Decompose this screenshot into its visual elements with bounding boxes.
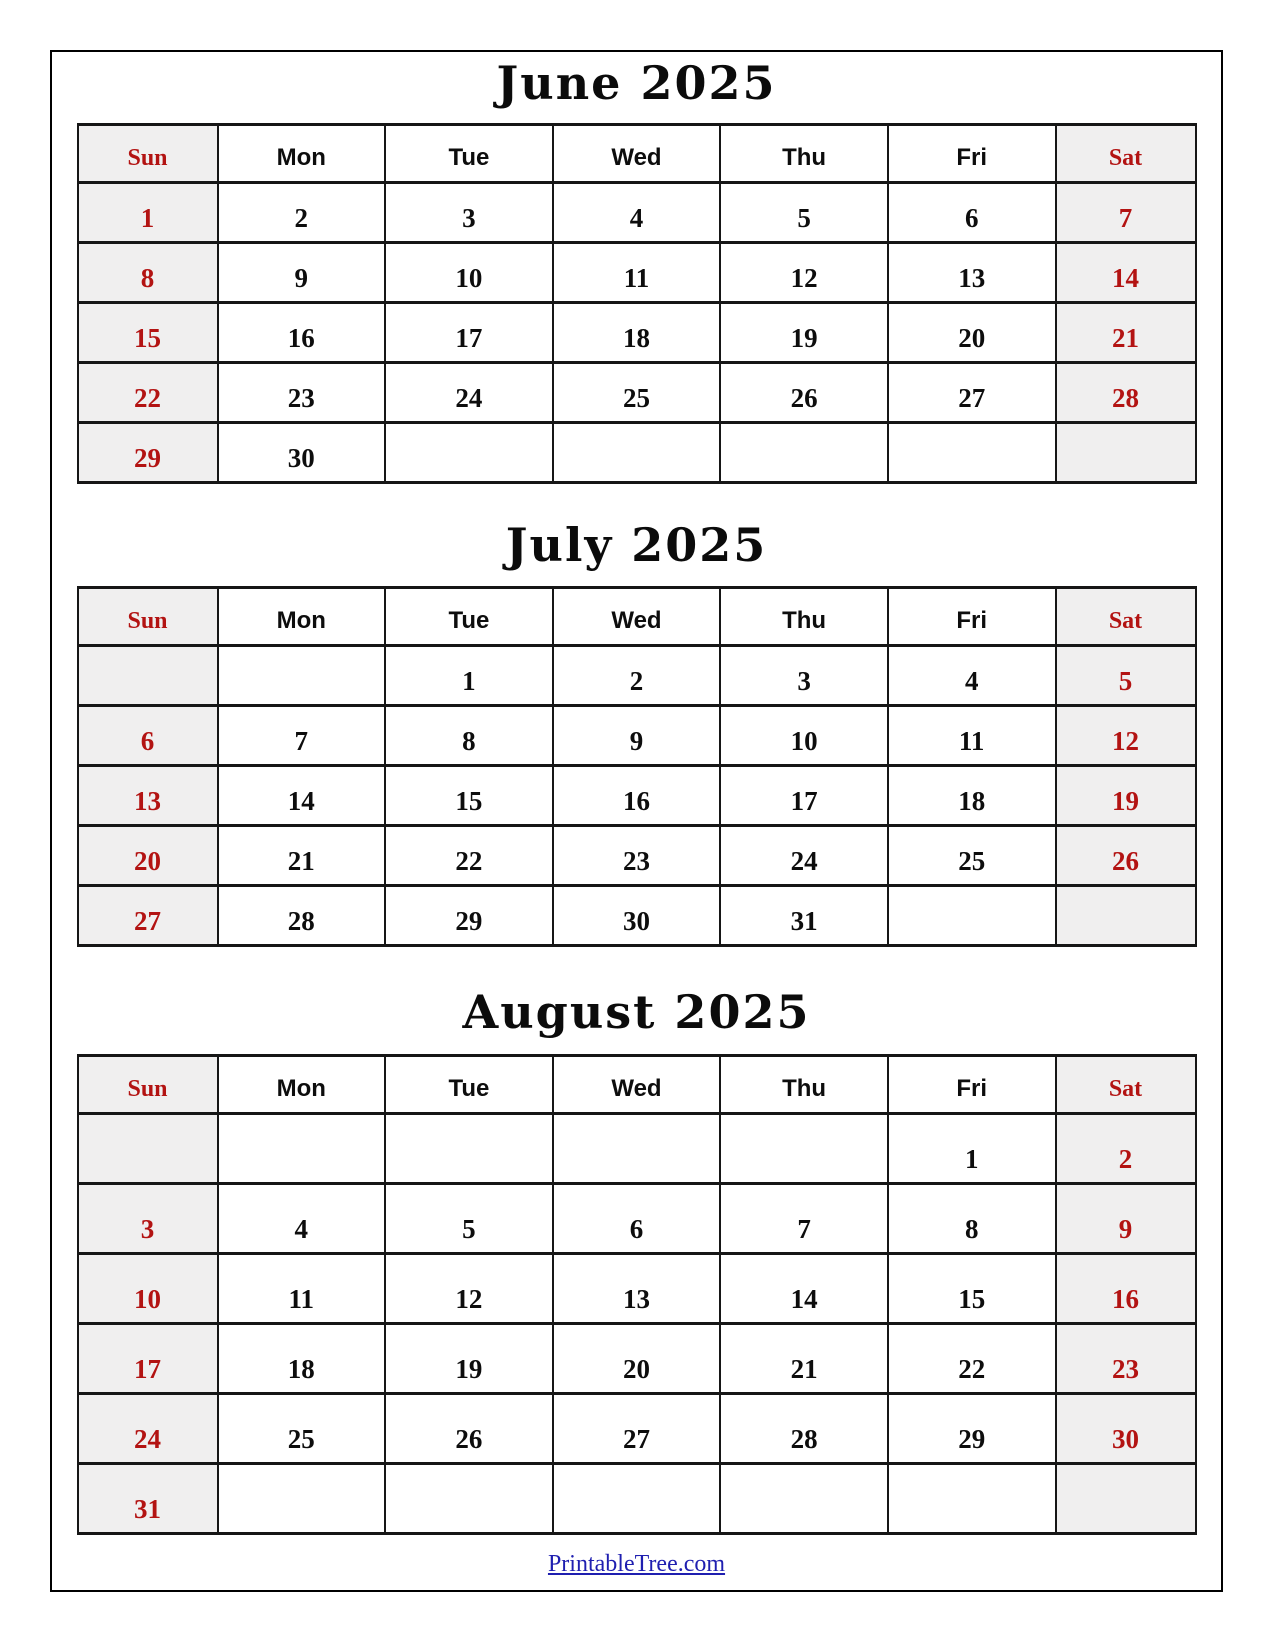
- july-day-11: 11: [888, 706, 1056, 766]
- july-day-3: 3: [720, 646, 888, 706]
- june-day-21: 21: [1056, 302, 1196, 362]
- calendar-table-june: [77, 123, 1197, 484]
- july-day-6: 6: [78, 706, 218, 766]
- july-day-28: 28: [218, 886, 386, 946]
- june-day-7: 7: [1056, 182, 1196, 242]
- june-day-13: 13: [888, 242, 1056, 302]
- weekday-header-fri: Fri: [888, 1055, 1056, 1113]
- june-day-8: 8: [78, 242, 218, 302]
- july-day-29: 29: [385, 886, 553, 946]
- calendar-table-august: [77, 1054, 1197, 1535]
- june-day-17: 17: [385, 302, 553, 362]
- august-day-1: 1: [888, 1113, 1056, 1183]
- august-day-27: 27: [553, 1393, 721, 1463]
- june-empty-cell: [385, 422, 553, 482]
- weekday-header-fri: Fri: [888, 588, 1056, 646]
- weekday-header-row: [78, 588, 1196, 646]
- weekday-header-tue: Tue: [385, 124, 553, 182]
- august-empty-cell: [78, 1113, 218, 1183]
- july-day-9: 9: [553, 706, 721, 766]
- month-section-august: [52, 947, 1221, 1535]
- june-day-30: 30: [218, 422, 386, 482]
- july-empty-cell: [218, 646, 386, 706]
- july-empty-cell: [78, 646, 218, 706]
- june-day-27: 27: [888, 362, 1056, 422]
- july-day-4: 4: [888, 646, 1056, 706]
- june-day-25: 25: [553, 362, 721, 422]
- august-empty-cell: [720, 1113, 888, 1183]
- august-week-row-1: [78, 1113, 1196, 1183]
- weekday-header-tue: Tue: [385, 588, 553, 646]
- july-week-row-3: [78, 766, 1196, 826]
- june-day-18: 18: [553, 302, 721, 362]
- august-empty-cell: [385, 1113, 553, 1183]
- august-day-19: 19: [385, 1323, 553, 1393]
- weekday-header-sat: Sat: [1056, 124, 1196, 182]
- july-week-row-4: [78, 826, 1196, 886]
- calendar-table-july: [77, 586, 1197, 947]
- footer: [52, 1535, 1221, 1578]
- june-day-4: 4: [553, 182, 721, 242]
- july-empty-cell: [1056, 886, 1196, 946]
- july-week-row-2: [78, 706, 1196, 766]
- july-day-12: 12: [1056, 706, 1196, 766]
- august-empty-cell: [553, 1113, 721, 1183]
- weekday-header-thu: Thu: [720, 124, 888, 182]
- june-day-19: 19: [720, 302, 888, 362]
- august-day-24: 24: [78, 1393, 218, 1463]
- august-day-12: 12: [385, 1253, 553, 1323]
- august-day-14: 14: [720, 1253, 888, 1323]
- june-day-2: 2: [218, 182, 386, 242]
- june-day-6: 6: [888, 182, 1056, 242]
- august-day-11: 11: [218, 1253, 386, 1323]
- june-empty-cell: [720, 422, 888, 482]
- august-day-16: 16: [1056, 1253, 1196, 1323]
- july-day-27: 27: [78, 886, 218, 946]
- august-day-31: 31: [78, 1463, 218, 1533]
- july-day-30: 30: [553, 886, 721, 946]
- august-day-8: 8: [888, 1183, 1056, 1253]
- july-day-14: 14: [218, 766, 386, 826]
- june-day-14: 14: [1056, 242, 1196, 302]
- august-day-25: 25: [218, 1393, 386, 1463]
- june-day-3: 3: [385, 182, 553, 242]
- july-day-10: 10: [720, 706, 888, 766]
- august-day-23: 23: [1056, 1323, 1196, 1393]
- august-week-row-2: [78, 1183, 1196, 1253]
- july-day-31: 31: [720, 886, 888, 946]
- august-empty-cell: [553, 1463, 721, 1533]
- june-empty-cell: [1056, 422, 1196, 482]
- august-day-7: 7: [720, 1183, 888, 1253]
- august-day-26: 26: [385, 1393, 553, 1463]
- june-day-9: 9: [218, 242, 386, 302]
- weekday-header-row: [78, 1055, 1196, 1113]
- july-day-7: 7: [218, 706, 386, 766]
- august-empty-cell: [385, 1463, 553, 1533]
- june-day-29: 29: [78, 422, 218, 482]
- august-week-row-4: [78, 1323, 1196, 1393]
- weekday-header-sun: Sun: [78, 124, 218, 182]
- june-day-15: 15: [78, 302, 218, 362]
- june-day-22: 22: [78, 362, 218, 422]
- june-day-1: 1: [78, 182, 218, 242]
- july-day-8: 8: [385, 706, 553, 766]
- june-day-23: 23: [218, 362, 386, 422]
- weekday-header-wed: Wed: [553, 588, 721, 646]
- june-day-20: 20: [888, 302, 1056, 362]
- august-empty-cell: [218, 1463, 386, 1533]
- july-day-18: 18: [888, 766, 1056, 826]
- august-week-row-6: [78, 1463, 1196, 1533]
- weekday-header-tue: Tue: [385, 1055, 553, 1113]
- august-empty-cell: [1056, 1463, 1196, 1533]
- august-day-29: 29: [888, 1393, 1056, 1463]
- june-day-28: 28: [1056, 362, 1196, 422]
- august-day-15: 15: [888, 1253, 1056, 1323]
- weekday-header-wed: Wed: [553, 1055, 721, 1113]
- weekday-header-thu: Thu: [720, 588, 888, 646]
- august-empty-cell: [720, 1463, 888, 1533]
- august-day-22: 22: [888, 1323, 1056, 1393]
- weekday-header-wed: Wed: [553, 124, 721, 182]
- july-week-row-5: [78, 886, 1196, 946]
- august-day-5: 5: [385, 1183, 553, 1253]
- june-day-24: 24: [385, 362, 553, 422]
- july-day-1: 1: [385, 646, 553, 706]
- weekday-header-sun: Sun: [78, 588, 218, 646]
- august-empty-cell: [218, 1113, 386, 1183]
- august-day-6: 6: [553, 1183, 721, 1253]
- august-day-13: 13: [553, 1253, 721, 1323]
- july-day-19: 19: [1056, 766, 1196, 826]
- july-day-24: 24: [720, 826, 888, 886]
- weekday-header-fri: Fri: [888, 124, 1056, 182]
- weekday-header-mon: Mon: [218, 588, 386, 646]
- july-day-20: 20: [78, 826, 218, 886]
- august-day-30: 30: [1056, 1393, 1196, 1463]
- june-empty-cell: [888, 422, 1056, 482]
- august-day-4: 4: [218, 1183, 386, 1253]
- month-section-july: [52, 484, 1221, 948]
- month-title-june: June 2025: [496, 56, 777, 110]
- july-day-13: 13: [78, 766, 218, 826]
- june-day-16: 16: [218, 302, 386, 362]
- page-frame: [50, 50, 1223, 1592]
- august-day-10: 10: [78, 1253, 218, 1323]
- month-title-august: August 2025: [462, 985, 811, 1040]
- june-empty-cell: [553, 422, 721, 482]
- august-week-row-5: [78, 1393, 1196, 1463]
- july-day-25: 25: [888, 826, 1056, 886]
- june-week-row-1: [78, 182, 1196, 242]
- august-day-21: 21: [720, 1323, 888, 1393]
- weekday-header-sun: Sun: [78, 1055, 218, 1113]
- weekday-header-mon: Mon: [218, 124, 386, 182]
- weekday-header-thu: Thu: [720, 1055, 888, 1113]
- june-day-26: 26: [720, 362, 888, 422]
- june-day-5: 5: [720, 182, 888, 242]
- july-day-17: 17: [720, 766, 888, 826]
- june-week-row-5: [78, 422, 1196, 482]
- august-day-3: 3: [78, 1183, 218, 1253]
- weekday-header-sat: Sat: [1056, 1055, 1196, 1113]
- july-day-15: 15: [385, 766, 553, 826]
- august-day-20: 20: [553, 1323, 721, 1393]
- august-empty-cell: [888, 1463, 1056, 1533]
- july-day-2: 2: [553, 646, 721, 706]
- july-day-23: 23: [553, 826, 721, 886]
- weekday-header-row: [78, 124, 1196, 182]
- july-empty-cell: [888, 886, 1056, 946]
- august-day-2: 2: [1056, 1113, 1196, 1183]
- june-day-11: 11: [553, 242, 721, 302]
- june-week-row-2: [78, 242, 1196, 302]
- july-day-16: 16: [553, 766, 721, 826]
- june-day-10: 10: [385, 242, 553, 302]
- june-day-12: 12: [720, 242, 888, 302]
- august-day-9: 9: [1056, 1183, 1196, 1253]
- weekday-header-sat: Sat: [1056, 588, 1196, 646]
- july-day-22: 22: [385, 826, 553, 886]
- june-week-row-3: [78, 302, 1196, 362]
- july-day-5: 5: [1056, 646, 1196, 706]
- august-week-row-3: [78, 1253, 1196, 1323]
- august-day-28: 28: [720, 1393, 888, 1463]
- footer-site-link[interactable]: PrintableTree.com: [547, 1550, 726, 1577]
- month-section-june: [52, 52, 1221, 484]
- august-day-17: 17: [78, 1323, 218, 1393]
- june-week-row-4: [78, 362, 1196, 422]
- july-day-26: 26: [1056, 826, 1196, 886]
- july-week-row-1: [78, 646, 1196, 706]
- month-title-july: July 2025: [505, 517, 768, 572]
- weekday-header-mon: Mon: [218, 1055, 386, 1113]
- august-day-18: 18: [218, 1323, 386, 1393]
- july-day-21: 21: [218, 826, 386, 886]
